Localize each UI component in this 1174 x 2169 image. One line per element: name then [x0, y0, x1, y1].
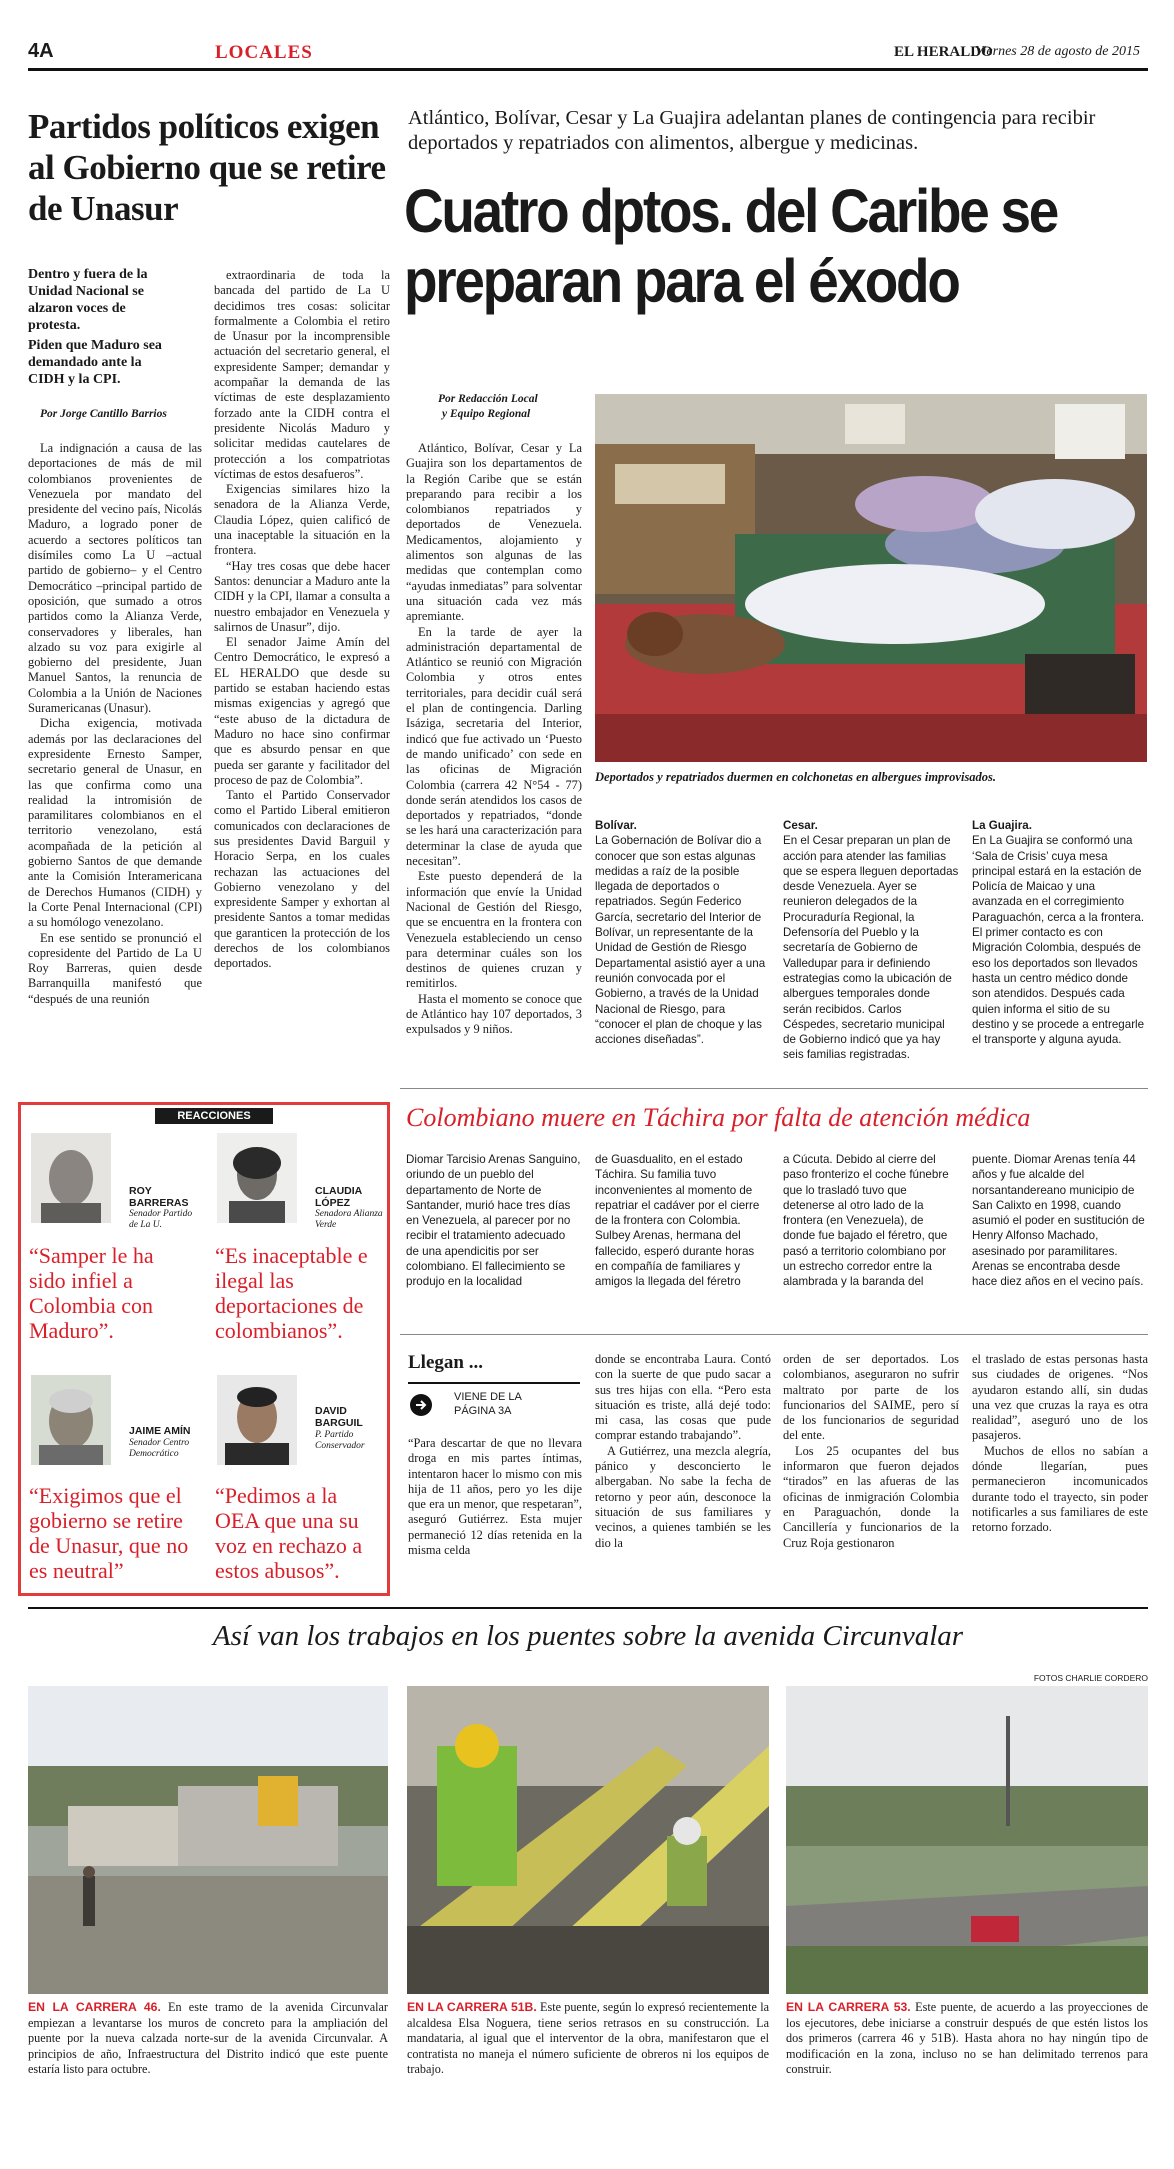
reaction-name: CLAUDIA LÓPEZ — [315, 1185, 362, 1209]
dept-text: En La Guajira se conformó una ‘Sala de Crisis’ cuya mesa principal estará en la estación de Policía de Maicao y una avanzada en el corregimiento Paraguachón, cerca a la frontera. El primer contacto es con Migración Colombia, después de eso los deportados son llevados hasta un centro médico donde son atendidos. Después cada quien informa el sitio de su destino y se procede a entregarle el transporte y alguna ayuda. — [972, 834, 1145, 1047]
caption-label: EN LA CARRERA 46. — [28, 2000, 161, 2014]
left-story-deck-2: Piden que Maduro sea demandado ante la CIDH y la CPI. — [28, 338, 162, 387]
jump-reference: VIENE DE LA PÁGINA 3A — [454, 1391, 522, 1417]
reaction-name: JAIME AMÍN — [129, 1425, 191, 1437]
paragraph: Muchos de ellos no sabían a dónde llegarían, pues permanecieron incomunicados durante todo el trayecto, sin poder notificarles a sus familiares de este retorno forzado. — [972, 1443, 1148, 1535]
bridge-photo-carrera-51b — [407, 1686, 769, 1994]
tachira-col-1: Diomar Tarcisio Arenas Sanguino, oriundo de un pueblo del departamento de Norte de Santander, murió hace tres días en Venezuela, al parecer por no recibir el tratamiento adecuado de una apendicitis por ser colombiano. El fallecimiento se produjo en la localidad — [406, 1153, 581, 1289]
tachira-col-4: puente. Diomar Arenas tenía 44 años y fue alcalde del norsantandereano municipio de San Calixto en 1998, cuando asumió el poder en sustitución de Henry Alfonso Machado, asesinado por paramilitares. Arenas se encontraba desde hace diez años en el vecino país. — [972, 1153, 1145, 1289]
bridge-photo-graphic — [786, 1686, 1148, 1994]
dept-title: Bolívar. — [595, 819, 637, 832]
left-story-headline: Partidos políticos exigen al Gobierno que se retire de Unasur — [28, 107, 386, 228]
bridges-headline: Así van los trabajos en los puentes sobre la avenida Circunvalar — [212, 1620, 964, 1652]
reaction-role: Senador Partido de La U. — [129, 1209, 193, 1230]
arrow-right-glyph — [410, 1394, 432, 1416]
paragraph: donde se encontraba Laura. Contó con la suerte de que pudo sacar a sus tres hijas con ella. “Pero esta situación es triste, allá dejé todo: mi casa, las cosas que pude comprar estando trabajando”. — [595, 1352, 771, 1443]
left-story-byline: Por Jorge Cantillo Barrios — [40, 408, 167, 420]
dept-col-bolivar — [595, 818, 771, 1076]
paragraph: orden de ser deportados. Los colombianos, aseguraron no sufrir maltrato por parte de los funcionarios del SAIME, pero sí de los funcionarios de seguridad del ente. — [783, 1352, 959, 1443]
main-story-headline: Cuatro dptos. del Caribe se preparan para el éxodo — [404, 177, 1058, 315]
paragraph: En la tarde de ayer la administración departamental de Atlántico se reunió con Migración Colombia y otros entes territoriales, para decidir cuál será el plan de contingencia. Darling Isáziga, secretaria del Interior, indicó que fue activado un ‘Puesto de mando unificado’ con sede en las oficinas de Migración Colombia (carrera 42 N°54 - 77) donde serán atendidos los casos de deportados y repatriados, “donde se les hará una caracterización para determinar la clase de ayuda que necesitan”. — [406, 624, 582, 869]
paragraph: Tanto el Partido Conservador como el Partido Liberal emitieron comunicados con declaraciones de sus presidentes David Barguil y Horacio Serpa, en los cuales rechazan las actuaciones del Gobierno venezolano y del expresidente Samper y exhortan al presidente Santos a tomar medidas que garanticen la protección de los derechos de los colombianos deportados. — [214, 788, 390, 971]
llegan-col-4 — [972, 1352, 1148, 1586]
reaction-quote: “Samper le ha sido infiel a Colombia con Maduro”. — [29, 1243, 154, 1343]
section-rule — [28, 1607, 1148, 1609]
shelter-photo-graphic — [595, 394, 1147, 762]
avatar-claudia-lopez — [217, 1133, 297, 1223]
bridge-caption-carrera-53 — [786, 2000, 1148, 2078]
caption-label: EN LA CARRERA 53. — [786, 2000, 911, 2014]
newspaper-name: EL HERALDO — [894, 44, 993, 60]
dept-col-cesar — [783, 818, 959, 1076]
main-story-kicker: Atlántico, Bolívar, Cesar y La Guajira adelantan planes de contingencia para recibir deportados y repatriados con alimentos, albergue y medicinas. — [408, 107, 1096, 154]
shelter-photo — [595, 394, 1147, 762]
paragraph: Los 25 ocupantes del bus informaron que fueron dejados “tirados” en las afueras de las oficinas de inmigración Colombia en Paraguachón, donde la Cancillería y funcionarios de la Cruz Roja gestionaron — [783, 1443, 959, 1550]
paragraph: A Gutiérrez, una mezcla alegría, pánico y desconcierto le albergaban. No sabe la fecha de retorno y peor aún, desconoce la situación de sus familiares y vecinos, a quienes también se les dio la — [595, 1443, 771, 1550]
dept-title: La Guajira. — [972, 819, 1032, 832]
main-story-body — [406, 441, 582, 1076]
reaction-quote: “Pedimos a la OEA que una su voz en rechazo a estos abusos”. — [215, 1483, 363, 1583]
llegan-col-1: “Para descartar de que no llevara droga en mis partes íntimas, intentaron hacer lo mismo con mis hija de 11 años, pero yo les dije que era un menor, que respetaran”, aseguró Gutiérrez. Esta mujer permaneció 12 días retenida en la misma celda — [408, 1436, 582, 1558]
left-story-deck-1: Dentro y fuera de la Unidad Nacional se alzaron voces de protesta. — [28, 267, 148, 333]
paragraph: “Hay tres cosas que debe hacer Santos: denunciar a Maduro ante la CIDH y la CPI, llamar a consulta a nuestro embajador en Venezuela y salirnos de Unasur”, dijo. — [214, 558, 390, 634]
tachira-col-2: de Guasdualito, en el estado Táchira. Su familia tuvo inconvenientes al momento de repatriar el cadáver por el cierre de la frontera con Colombia. Sulbey Arenas, hermana del fallecido, esperó durante horas en compañía de familiares y amigos la llegada del féretro — [595, 1153, 760, 1289]
main-story-byline-1: Por Redacción Local — [438, 393, 538, 405]
paragraph: En ese sentido se pronunció el copresidente del Partido de La U Roy Barreras, quien desde Barranquilla manifestó que “después de una reunión — [28, 930, 202, 1006]
reaction-quote: “Exigimos que el gobierno se retire de Unasur, que no es neutral” — [29, 1483, 189, 1583]
avatar-david-barguil — [217, 1375, 297, 1465]
tachira-col-3: a Cúcuta. Debido al cierre del paso fronterizo el coche fúnebre que lo trasladó tuvo que detenerse al otro lado de la frontera (en Venezuela), de donde fue bajado el féretro, que pasó a territorio colombiano por un estrecho corredor entre la alambrada y la baranda del — [783, 1153, 949, 1289]
header-rule — [28, 68, 1148, 71]
paragraph: Este puesto dependerá de la información que envíe la Unidad Nacional de Gestión del Riesgo, que se encuentra en la frontera con Venezuela estableciendo un censo para determinar cuáles son los destinos de quienes cruzan y remitirlos. — [406, 869, 582, 991]
dept-title: Cesar. — [783, 819, 818, 832]
main-story-byline-2: y Equipo Regional — [442, 408, 531, 420]
issue-date: Viernes 28 de agosto de 2015 — [975, 44, 1140, 59]
reactions-title: REACCIONES — [155, 1108, 273, 1124]
page-number: 4A — [28, 40, 54, 62]
left-story-col-2 — [214, 268, 390, 1099]
llegan-col-3 — [783, 1352, 959, 1586]
arrow-icon — [410, 1394, 432, 1416]
bridge-photo-graphic — [407, 1686, 769, 1994]
caption-label: EN LA CARRERA 51B. — [407, 2000, 537, 2014]
shelter-photo-caption: Deportados y repatriados duermen en colchonetas en albergues improvisados. — [595, 770, 997, 784]
divider — [400, 1334, 1148, 1335]
portrait — [217, 1375, 297, 1465]
paragraph: Hasta el momento se conoce que de Atlántico hay 107 deportados, 3 expulsados y 9 niños. — [406, 991, 582, 1037]
photo-credit: FOTOS CHARLIE CORDERO — [1033, 1673, 1148, 1683]
bridge-photo-carrera-46 — [28, 1686, 388, 1994]
llegan-col-2 — [595, 1352, 771, 1586]
llegan-title: Llegan ... — [408, 1352, 483, 1373]
portrait — [31, 1375, 111, 1465]
tachira-headline: Colombiano muere en Táchira por falta de atención médica — [406, 1103, 1031, 1132]
paragraph: el traslado de estas personas hasta sus ciudades de origenes. “Nos ayudaron estando allí, sin dudas una vez que cruzas la raya es otra realidad”, aseguró uno de los pasajeros. — [972, 1352, 1148, 1443]
bridge-caption-carrera-46 — [28, 2000, 388, 2078]
portrait — [217, 1133, 297, 1223]
portrait — [31, 1133, 111, 1223]
paragraph: Exigencias similares hizo la senadora de la Alianza Verde, Claudia López, quien calificó de una inaceptable la situación en la frontera. — [214, 482, 390, 558]
caption-text: Este puente, de acuerdo a las proyecciones de los ejecutores, debe iniciarse a construir después de que estén listos los dos primeros (carrera 46 y 51B). Hasta ahora no hay ningún tipo de modificación en la zona, incluso no se han delimitado terrenos para construir. — [786, 2000, 1148, 2077]
reaction-name: DAVID BARGUIL — [315, 1405, 363, 1429]
paragraph: El senador Jaime Amín del Centro Democrático, le expresó a EL HERALDO que desde su partido se estaban haciendo estas mismas exigencias y agregó que “este abuso de la dictadura de Maduro no hace sino confirmar que es absurdo pensar en que pueda ser garante y facilitador del proceso de paz de Colombia”. — [214, 635, 390, 787]
bridge-caption-carrera-51b — [407, 2000, 769, 2078]
reaction-role: Senador Centro Democrático — [129, 1438, 190, 1459]
reaction-quote: “Es inaceptable e ilegal las deportaciones de colombianos”. — [215, 1243, 368, 1343]
bridge-photo-graphic — [28, 1686, 388, 1994]
paragraph: Dicha exigencia, motivada además por las declaraciones del expresidente Ernesto Samper, secretario general de Unasur, en las que confirma como una realidad la intromisión de paramilitares colombianos en el territorio venezolano, está acompañada de la petición al gobierno Santos de que demande ante la Comisión Interamericana de Derechos Humanos (CIDH) y la Corte Penal Internacional (CPI) a su homólogo venezolano. — [28, 716, 202, 930]
caption-text: En este tramo de la avenida Circunvalar empiezan a levantarse los muros de concreto para la ampliación del puente por la nueva calzada norte-sur de la avenida Circunvalar. A principios de año, Infraestructura del Distrito indicó que este puente estaría listo para octubre. — [28, 2000, 388, 2077]
divider — [408, 1382, 580, 1384]
reaction-role: P. Partido Conservador — [315, 1430, 365, 1451]
dept-col-guajira — [972, 818, 1148, 1076]
dept-text: La Gobernación de Bolívar dio a conocer que son estas algunas medidas a raíz de la posible llegada de deportados o repatriados. Según Federico García, secretario del Interior de Bolívar, un representante de la Unidad de Gestión de Riesgo Departamental asistió ayer a una reunión convocada por el Gobierno, a través de la Unidad Nacional de Riesgo, para “conocer el plan de choque y las acciones diseñadas”. — [595, 834, 766, 1047]
reactions-box — [18, 1102, 390, 1596]
avatar-roy-barreras — [31, 1133, 111, 1223]
paragraph: Atlántico, Bolívar, Cesar y La Guajira son los departamentos de la Región Caribe que se están preparando para recibir a los colombianos repatriados y deportados de Venezuela. Medicamentos, alojamiento y alimentos son algunas de las medidas que contemplan como “ayudas inmediatas” para solventar una situación cada vez más apremiante. — [406, 441, 582, 624]
paragraph: extraordinaria de toda la bancada del partido de La U decidimos tres cosas: solicitar formalmente a Colombia el retiro de Unasur por la incomprensible actuación del secretario general, el expresidente Samper; demandar y acompañar la demanda de las víctimas de este desplazamiento forzado ante la CIDH contra el presidente Nicolás Maduro y solicitar medidas cautelares de protección a los compatriotas víctimas de estos desafueros”. — [214, 268, 390, 481]
bridge-photo-carrera-53 — [786, 1686, 1148, 1994]
divider — [400, 1088, 1148, 1089]
left-story-col-1 — [28, 441, 202, 1099]
section-name: LOCALES — [215, 42, 313, 63]
reaction-name: ROY BARRERAS — [129, 1185, 189, 1209]
dept-text: En el Cesar preparan un plan de acción para atender las familias que se espera lleguen deportadas desde Venezuela. Ayer se reunieron delegados de la Procuraduría Regional, la Defensoría del Pueblo y la secretaría de Gobierno de Valledupar para ir definiendo estrategias como la ubicación de albergues temporales donde serán recibidos. Carlos Céspedes, secretario municipal de Gobierno indicó que ya hay seis familias registradas. — [783, 834, 959, 1062]
avatar-jaime-amin — [31, 1375, 111, 1465]
caption-text: Este puente, según lo expresó recientemente la alcaldesa Elsa Noguera, tiene serios retrasos en su construcción. La mandataria, al igual que el interventor de la obra, manifestaron que el contratista no maneja el número suficiente de obreros ni los equipos de trabajo. — [407, 2000, 769, 2077]
paragraph: La indignación a causa de las deportaciones de más de mil colombianos provenientes de Venezuela por mandato del presidente del vecino país, Nicolás Maduro, a logrado poner de acuerdo a sectores políticos tan disímiles como La U –actual partido de gobierno– y el Centro Democrático –principal partido de oposición, que sumado a otros partidos como la Alianza Verde, conservadores y liberales, han alzado su voz para exigirle al gobierno del presidente, Juan Manuel Santos, la renuncia de Colombia a la Unión de Naciones Suramericanas (Unasur). — [28, 441, 202, 716]
reaction-role: Senadora Alianza Verde — [315, 1209, 383, 1230]
